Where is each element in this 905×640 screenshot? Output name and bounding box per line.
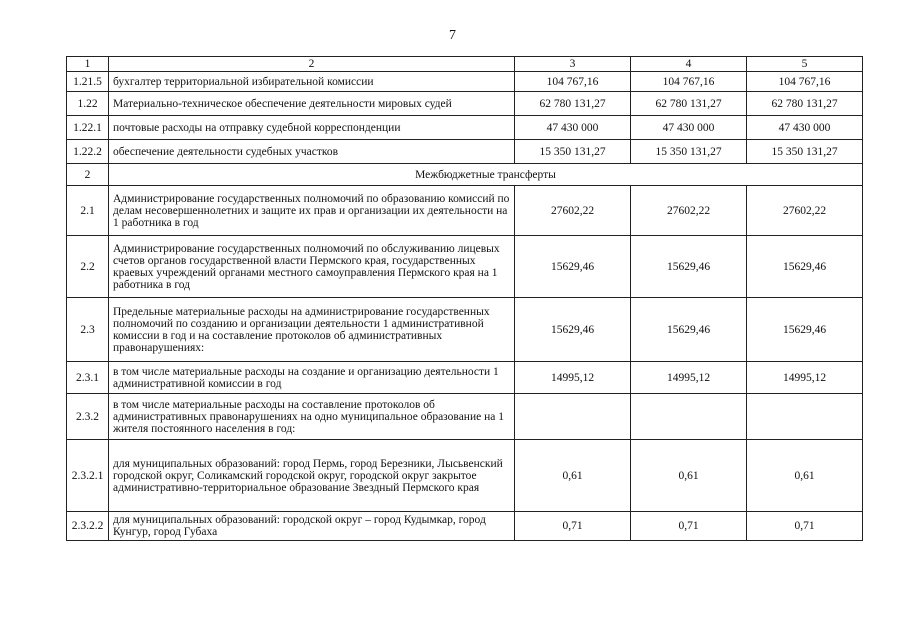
table-row bbox=[67, 236, 863, 298]
table-row bbox=[67, 394, 863, 440]
value-cell-4: 15 350 131,27 bbox=[631, 140, 747, 164]
row-number-cell: 1.22.1 bbox=[67, 116, 109, 140]
value-cell-5 bbox=[747, 394, 863, 440]
row-number-cell: 1.21.5 bbox=[67, 72, 109, 92]
table-row bbox=[67, 186, 863, 236]
value-cell-4: 15629,46 bbox=[631, 298, 747, 362]
value-cell-3: 47 430 000 bbox=[515, 116, 631, 140]
section-title-cell: Межбюджетные трансферты bbox=[109, 164, 863, 186]
value-cell-5: 15629,46 bbox=[747, 236, 863, 298]
value-cell-3 bbox=[515, 394, 631, 440]
value-cell-5: 15 350 131,27 bbox=[747, 140, 863, 164]
header-cell: 1 bbox=[67, 57, 109, 72]
value-cell-3: 15629,46 bbox=[515, 236, 631, 298]
budget-table bbox=[66, 56, 863, 541]
description-cell: Предельные материальные расходы на администрирование государственных полномочий по созданию и организации деятельности 1 административной комиссии в год и на составление протоколов об административных правонарушениях: bbox=[109, 298, 515, 362]
value-cell-5: 27602,22 bbox=[747, 186, 863, 236]
value-cell-3: 0,61 bbox=[515, 440, 631, 512]
table-row bbox=[67, 72, 863, 92]
table-header-row bbox=[67, 57, 863, 72]
value-cell-3: 104 767,16 bbox=[515, 72, 631, 92]
value-cell-5: 14995,12 bbox=[747, 362, 863, 394]
value-cell-5: 0,71 bbox=[747, 512, 863, 541]
row-number-cell: 2.3.2.2 bbox=[67, 512, 109, 541]
value-cell-3: 15 350 131,27 bbox=[515, 140, 631, 164]
row-number-cell: 2.3.2 bbox=[67, 394, 109, 440]
description-cell: для муниципальных образований: городской округ – город Кудымкар, город Кунгур, город Губаха bbox=[109, 512, 515, 541]
value-cell-5: 15629,46 bbox=[747, 298, 863, 362]
value-cell-3: 15629,46 bbox=[515, 298, 631, 362]
description-cell: бухгалтер территориальной избирательной комиссии bbox=[109, 72, 515, 92]
header-cell: 2 bbox=[109, 57, 515, 72]
section-row bbox=[67, 164, 863, 186]
table-row bbox=[67, 140, 863, 164]
row-number-cell: 2.3.2.1 bbox=[67, 440, 109, 512]
description-cell: в том числе материальные расходы на составление протоколов об административных правонарушениях на одно муниципальное образование на 1 жителя постоянного населения в год: bbox=[109, 394, 515, 440]
value-cell-3: 0,71 bbox=[515, 512, 631, 541]
page-number: 7 bbox=[449, 28, 456, 43]
description-cell: Материально-техническое обеспечение деятельности мировых судей bbox=[109, 92, 515, 116]
description-cell: Администрирование государственных полномочий по обслуживанию лицевых счетов органов государственной власти Пермского края, государственных краевых учреждений органами местного самоуправления Пермского края на 1 работника в год bbox=[109, 236, 515, 298]
value-cell-3: 14995,12 bbox=[515, 362, 631, 394]
row-number-cell: 1.22.2 bbox=[67, 140, 109, 164]
value-cell-4: 15629,46 bbox=[631, 236, 747, 298]
value-cell-4 bbox=[631, 394, 747, 440]
row-number-cell: 2.3 bbox=[67, 298, 109, 362]
value-cell-4: 47 430 000 bbox=[631, 116, 747, 140]
value-cell-5: 104 767,16 bbox=[747, 72, 863, 92]
value-cell-5: 0,61 bbox=[747, 440, 863, 512]
row-number-cell: 2.1 bbox=[67, 186, 109, 236]
header-cell: 3 bbox=[515, 57, 631, 72]
description-cell: в том числе материальные расходы на создание и организацию деятельности 1 административной комиссии в год bbox=[109, 362, 515, 394]
value-cell-4: 27602,22 bbox=[631, 186, 747, 236]
table-row bbox=[67, 440, 863, 512]
table-row bbox=[67, 362, 863, 394]
table-row bbox=[67, 116, 863, 140]
row-number-cell: 2.3.1 bbox=[67, 362, 109, 394]
value-cell-4: 0,61 bbox=[631, 440, 747, 512]
description-cell: обеспечение деятельности судебных участков bbox=[109, 140, 515, 164]
description-cell: для муниципальных образований: город Пермь, город Березники, Лысьвенский городской округ, Соликамский городской округ, городской округ закрытое административно-территориальное образование Звездный Пермского края bbox=[109, 440, 515, 512]
row-number-cell: 2 bbox=[67, 164, 109, 186]
table-row bbox=[67, 298, 863, 362]
header-cell: 4 bbox=[631, 57, 747, 72]
value-cell-5: 62 780 131,27 bbox=[747, 92, 863, 116]
table-row bbox=[67, 92, 863, 116]
row-number-cell: 1.22 bbox=[67, 92, 109, 116]
row-number-cell: 2.2 bbox=[67, 236, 109, 298]
description-cell: почтовые расходы на отправку судебной корреспонденции bbox=[109, 116, 515, 140]
value-cell-4: 62 780 131,27 bbox=[631, 92, 747, 116]
value-cell-5: 47 430 000 bbox=[747, 116, 863, 140]
value-cell-4: 104 767,16 bbox=[631, 72, 747, 92]
table-row bbox=[67, 512, 863, 541]
value-cell-4: 0,71 bbox=[631, 512, 747, 541]
value-cell-3: 27602,22 bbox=[515, 186, 631, 236]
value-cell-3: 62 780 131,27 bbox=[515, 92, 631, 116]
description-cell: Администрирование государственных полномочий по образованию комиссий по делам несовершеннолетних и защите их прав и организации их деятельности на 1 работника в год bbox=[109, 186, 515, 236]
value-cell-4: 14995,12 bbox=[631, 362, 747, 394]
header-cell: 5 bbox=[747, 57, 863, 72]
